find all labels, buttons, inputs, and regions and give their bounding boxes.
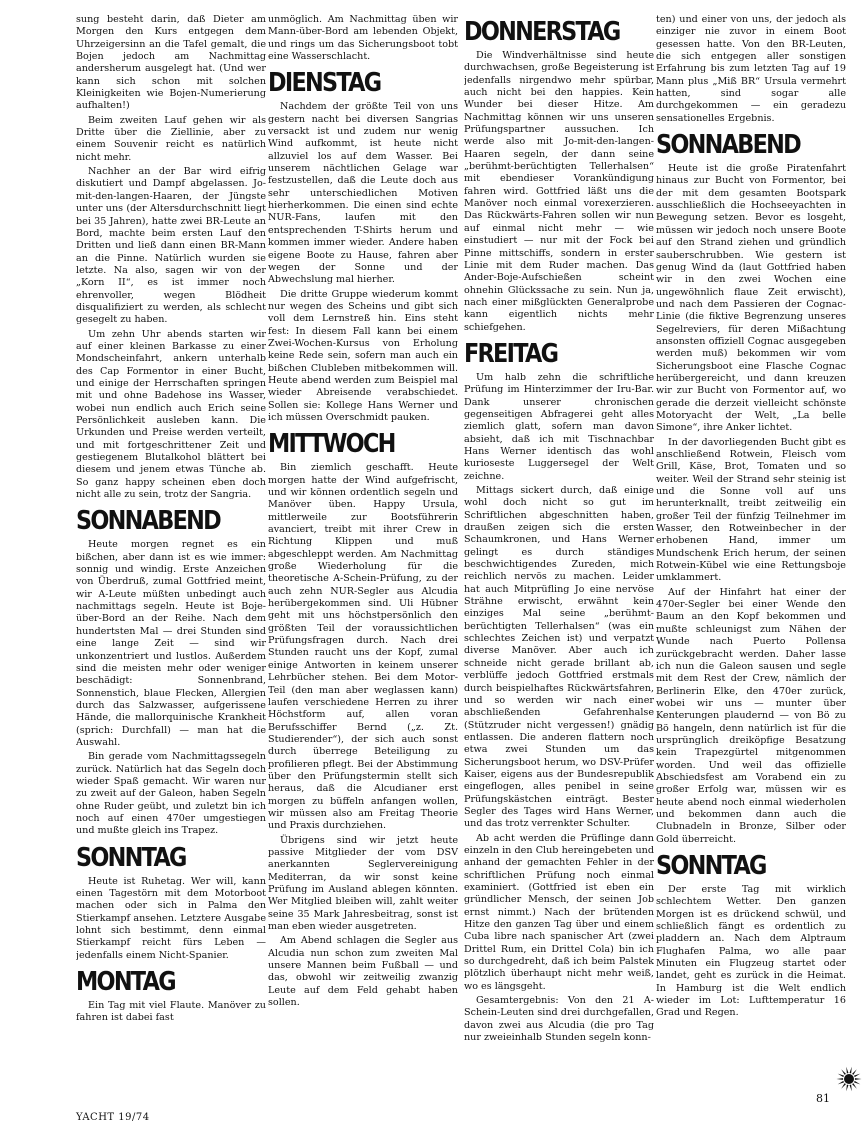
- body-paragraph: Der erste Tag mit wirklich schlechtem Wetter. Den ganzen Morgen ist es drückend schwül, und schließlich fängt es ordentlich zu pladdern an. Nach dem Alptraum Flughafen Palma, wo alle paar Minuten ein Flugzeug startet oder landet, geht es zurück in die Heimat. In Hamburg ist die Welt endlich wieder im Lot: Lufttemperatur 16 Grad und Regen.: [656, 884, 846, 1019]
- day-heading: SONNTAG: [76, 842, 186, 873]
- body-paragraph: Beim zweiten Lauf gehen wir als Dritte über die Ziellinie, aber zu einem Souvenir reicht es natürlich nicht mehr.: [76, 114, 266, 163]
- page-number: 81: [816, 1092, 830, 1105]
- body-paragraph: Am Abend schlagen die Segler aus Alcudia nun schon zum zweiten Mal unsere Mannen beim Fußball — und das, obwohl wir zeitweilig zwanzig Leute auf dem Feld gehabt haben sollen.: [268, 935, 458, 1009]
- day-heading: DIENSTAG: [268, 68, 381, 99]
- logo-ray: [850, 1067, 852, 1074]
- logo-ray: [846, 1085, 848, 1092]
- day-heading: SONNABEND: [76, 506, 220, 537]
- body-paragraph: Nachdem der größte Teil von uns gestern nacht bei diversen Sangrias versackt ist und zudem nur wenig Wind aufkommt, ist heute nicht allzuviel los auf dem Wasser. Bei unserem nächtlichen Gelage war festzustellen, daß die Leute doch aus sehr unterschiedlichen Motiven hierherkommen. Die einen sind echte NUR-Fans, laufen mit den entsprechenden T-Shirts herum und kommen immer wieder. Andere haben eigene Boote zu Hause, fahren aber wegen der Sonne und der Abwechslung mal hierher.: [268, 101, 458, 286]
- body-paragraph: In der davorliegenden Bucht gibt es anschließend Rotwein, Fleisch vom Grill, Käse, Brot, Tomaten und so weiter. Weil der Strand sehr steinig ist und die Sonne voll auf uns herunterknallt, treibt zeitweilig ein großer Teil der fünfzig Teilnehmer im Wasser, den Rotweinbecher in der erhobenen Hand, immer um Mundschenk Erich herum, der seinen Rotwein-Kübel wie eine Rettungsboje umklammert.: [656, 436, 846, 584]
- body-paragraph: Bin gerade vom Nachmittagssegeln zurück. Natürlich hat das Segeln doch wieder Spaß gemacht. Wir waren nur zu zweit auf der Galeon, haben Segeln ohne Ruder geübt, und zuletzt bin ich noch auf einen 470er umgestiegen und mußte gleich ins Trapez.: [76, 751, 266, 837]
- logo-ray: [838, 1081, 844, 1085]
- body-paragraph: Übrigens sind wir jetzt heute passive Mitglieder der vom DSV anerkannten Seglervereinigung Mediterran, da wir sonst keine Prüfung im Ausland ablegen könnten. Wer Mitglied bleiben will, zahlt weiter seine 35 Mark Jahresbeitrag, sonst ist man eben wieder ausgetreten.: [268, 834, 458, 933]
- text-column-4: [656, 14, 846, 1086]
- logo-ray: [846, 1067, 848, 1074]
- logo-ray: [850, 1085, 852, 1092]
- body-paragraph: ten) und einer von uns, der jedoch als einziger nie zuvor in einem Boot gesessen hatte. Von den BR-Leuten, die sich entgegen aller sonstigen Erfahrung bis zum letzten Tag auf 19 Mann plus „Miß BR“ Ursula vermehrt hatten, sind sogar alle durchgekommen — ein geradezu sensationelles Ergebnis.: [656, 14, 846, 124]
- logo-ray: [854, 1081, 860, 1085]
- day-heading: MITTWOCH: [268, 429, 395, 460]
- body-paragraph: Um halb zehn die schriftliche Prüfung im Hinterzimmer der Iru-Bar. Dank unserer chronischen gegenseitigen Abfragerei geht alles ziemlich glatt, sofern man davon absieht, daß ich mit Tischnachbar Hans Werner identisch das wohl kurioseste Luggersegel der Welt zeichne.: [464, 371, 654, 482]
- body-paragraph: Die Windverhältnisse sind heute durchwachsen, große Begeisterung ist jedenfalls nirgendwo mehr spürbar, auch nicht bei den happies. Kein Wunder bei dieser Hitze. Am Nachmittag können wir uns unseren Prüfungspartner aussuchen. Ich werde also mit Jo-mit-den-langen-Haaren segeln, der dann seine „berühmt-berüchtigten Tellerhalsen“ mit ebendieser Vorankündigung fahren wird. Gottfried läßt uns die Manöver noch einmal vorexerzieren. Das Rückwärts-Fahren sollen wir nun auf einmal nicht mehr — wie einstudiert — nur mit der Fock bei Pinne mittschiffs, sondern in erster Linie mit dem Ruder machen. Das Ander-Boje-Aufschießen scheint ohnehin Glückssache zu sein. Nun ja, nach einer mißglückten Generalprobe kann eigentlich nichts mehr schiefgehen.: [464, 50, 654, 333]
- day-heading: SONNABEND: [656, 130, 800, 161]
- body-paragraph: Heute ist die große Piratenfahrt hinaus zur Bucht von Formentor, bei der mit dem gesamten Bootspark ausschließlich die Hochseeyachten in Bewegung setzen. Bevor es losgeht, müssen wir jedoch noch unsere Boote auf den Strand ziehen und gründlich sauberschrubben. Wie gestern ist genug Wind da (laut Gottfried haben wir in den zwei Wochen eine ungewöhnlich flaue Zeit erwischt), und nach dem Passieren der Cognac-Linie (die fiktive Begrenzung unseres Segelreviers, für deren Mißachtung ansonsten offiziell Cognac ausgegeben werden muß) bekommen wir vom Sicherungsboot eine Flasche Cognac herübergereicht, und dann kreuzen wir zur Bucht von Formentor auf, wo gerade die derzeit vielleicht schönste Motoryacht der Welt, „La belle Simone“, ihre Anker lichtet.: [656, 163, 846, 434]
- body-paragraph: Bin ziemlich geschafft. Heute morgen hatte der Wind aufgefrischt, und wir können ordentlich segeln und Manöver üben. Happy Ursula, mittlerweile zur Bootsführerin avanciert, treibt mit ihrer Crew in Richtung Klippen und muß abgeschleppt werden. Am Nachmittag große Wiederholung für die theoretische A-Schein-Prüfung, zu der auch zehn NUR-Segler aus Alcudia herübergekommen sind. Uli Hübner geht mit uns höchstpersönlich den größten Teil der voraussichtlichen Prüfungsfragen durch. Nach drei Stunden raucht uns der Kopf, zumal einige Antworten in keinem unserer Lehrbücher stehen. Bei dem Motor-Teil (den man aber weglassen kann) laufen verschiedene Herren zu ihrer Höchstform auf, allen voran Berufsschiffer Bernd („z. Zt. Studierender“), der sich auch sonst durch überrege Beteiligung zu profilieren pflegt. Bei der Abstimmung über den Prüfungstermin stellt sich heraus, daß die Alcudianer erst morgen zu büffeln anfangen wollen, wir müssen also am Freitag Theorie und Praxis durchziehen.: [268, 462, 458, 832]
- body-paragraph: Die dritte Gruppe wiederum kommt nur wegen des Scheins und gibt sich voll dem Lernstreß hin. Eins steht fest: In diesem Fall kann bei einem Zwei-Wochen-Kursus von Erholung keine Rede sein, sofern man auch ein bißchen Clubleben mitbekommen will. Heute abend werden zum Beispiel mal wieder Abreisende verabschiedet. Sollen sie: Kollege Hans Werner und ich müssen Overschmidt pauken.: [268, 288, 458, 423]
- text-column-3: [464, 14, 654, 1086]
- body-paragraph: Gesamtergebnis: Von den 21 A-Schein-Leuten sind drei durchgefallen, davon zwei aus Alcudia (die pro Tag nur zweieinhalb Stunden segeln konn-: [464, 995, 654, 1044]
- logo-ray: [841, 1069, 846, 1075]
- body-paragraph: unmöglich. Am Nachmittag üben wir Mann-über-Bord am lebenden Objekt, und rings um das Sicherungsboot tobt eine Wasserschlacht.: [268, 14, 458, 63]
- logo-ray: [855, 1078, 862, 1080]
- logo-ray: [841, 1083, 846, 1089]
- body-paragraph: Um zehn Uhr abends starten wir auf einer kleinen Barkasse zu einer Mondscheinfahrt, ankern unterhalb des Cap Formentor in einer Bucht, und einige der Herrschaften springen mit und ohne Badehose ins Wasser, wobei nun endlich auch Erich seine Persönlichkeit ausleben kann. Die Urkunden und Preise werden verteilt, und mit fortgeschrittener Zeit und gestiegenem Blutalkohol blättert bei diesem und jenem etwas Tünche ab. So ganz happy scheinen eben doch nicht alle zu sein, trotz der Sangria.: [76, 328, 266, 501]
- logo-ray: [854, 1074, 860, 1078]
- sun-burst-logo-icon: [836, 1066, 862, 1092]
- day-heading: SONNTAG: [656, 851, 766, 881]
- body-paragraph: Mittags sickert durch, daß einige wohl doch nicht so gut im Schriftlichen abgeschnitten haben, draußen zeigen sich die ersten Schaumkronen, und Hans Werner gelingt es durch ständiges beschwichtigendes Zureden, mich reichlich nervös zu machen. Leider hat auch Mitprüfling Jo eine nervöse Strähne erwischt, erwähnt kein einziges Mal seine „berühmt-berüchtigten Tellerhalsen“ (was ein schlechtes Zeichen ist) und verpatzt diverse Manöver. Aber auch ich schneide nicht gerade brillant ab, verblüffe jedoch Gottfried erstmals durch beispielhaftes Rückwärtsfahren, und so werden wir nach einer abschließenden Gefahrenhalse (Stützruder nicht vergessen!) gnädig entlassen. Die anderen flattern noch etwa zwei Stunden um das Sicherungsboot herum, wo DSV-Prüfer Kaiser, eigens aus der Bundesrepublik eingeflogen, alles penibel in seine Prüfungskästchen einträgt. Bester Segler des Tages wird Hans Werner, und das trotz verrenkter Schulter.: [464, 485, 654, 830]
- text-column-2: [268, 14, 458, 1086]
- body-paragraph: Ein Tag mit viel Flaute. Manöver zu fahren ist dabei fast: [76, 1000, 266, 1024]
- day-heading: FREITAG: [464, 338, 558, 369]
- body-paragraph: Nachher an der Bar wird eifrig diskutiert und Dampf abgelassen. Jo-mit-den-langen-Haaren, der Jüngste unter uns (der Altersdurchschnitt liegt bei 35 Jahren), hatte zwei BR-Leute an Bord, machte beim ersten Lauf den Dritten und ließ dann einen BR-Mann an die Pinne. Natürlich wurden sie letzte. Na also, sagen wir von der „Korn II“, es ist immer noch ehrenvoller, wegen Blödheit disqualifiziert zu werden, als schlecht gesegelt zu haben.: [76, 166, 266, 326]
- logo-ray: [852, 1069, 857, 1075]
- body-paragraph: Ab acht werden die Prüflinge dann einzeln in den Club hereingebeten und anhand der gemachten Fehler in der schriftlichen Prüfung noch einmal examiniert. (Gottfried ist eben ein gründlicher Mensch, der seinen Job ernst nimmt.) Nach der brütenden Hitze den ganzen Tag über und einem Cuba libre nach spanischer Art (zwei Drittel Rum, ein Drittel Cola) bin ich so durchgedreht, daß ich beim Palstek plötzlich überhaupt nicht mehr weiß, wo es längsgeht.: [464, 832, 654, 992]
- day-heading: MONTAG: [76, 967, 175, 998]
- magazine-issue-label: YACHT 19/74: [76, 1112, 150, 1123]
- logo-ray: [838, 1074, 844, 1078]
- logo-ray: [852, 1083, 857, 1089]
- logo-ray: [837, 1078, 844, 1080]
- body-paragraph: sung besteht darin, daß Dieter am Morgen den Kurs entgegen dem Uhrzeigersinn an die Tafel gemalt, die Bojen jedoch am Nachmittag andersherum ausgelegt hat. (Und wer kann sich schon mit solchen Kleinigkeiten wie Bojen-Numerierung aufhalten!): [76, 14, 266, 112]
- text-column-1: [76, 14, 266, 1086]
- body-paragraph: Heute morgen regnet es ein bißchen, aber dann ist es wie immer: sonnig und windig. Erste Anzeichen von Überdruß, zumal Gottfried meint, wir A-Leute müßten unbedingt auch nachmittags segeln. Heute ist Boje-über-Bord an der Reihe. Nach dem hundertsten Mal — drei Stunden sind eine lange Zeit — sind wir unkonzentriert und lustlos. Außerdem sind die meisten mehr oder weniger beschädigt: Sonnenbrand, Sonnenstich, blaue Flecken, Allergien durch das Salzwasser, aufgerissene Hände, die mallorquinische Krankheit (sprich: Durchfall) — man hat die Auswahl.: [76, 539, 266, 748]
- body-paragraph: Auf der Hinfahrt hat einer der 470er-Segler bei einer Wende den Baum an den Kopf bekommen und mußte schleunigst zum Nähen der Wunde nach Puerto Pollensa zurückgebracht werden. Daher lasse ich nun die Galeon sausen und segle mit dem Rest der Crew, nämlich der Berlinerin Elke, den 470er zurück, wobei wir uns — munter über Kenterungen plaudernd — von Bö zu Bö hangeln, denn natürlich ist für die ursprünglich dreiköpfige Besatzung kein Trapezgürtel mitgenommen worden. Und weil das offizielle Abschiedsfest am Vorabend ein zu großer Erfolg war, müssen wir es heute abend noch einmal wiederholen und bekommen dann auch die Clubnadeln in Bronze, Silber oder Gold überreicht.: [656, 586, 846, 845]
- body-paragraph: Heute ist Ruhetag. Wer will, kann einen Tagestörn mit dem Motorboot machen oder sich in Palma den Stierkampf ansehen. Letztere Ausgabe lohnt sich bestimmt, denn einmal Stierkampf reicht fürs Leben — jedenfalls einem Nicht-Spanier.: [76, 875, 266, 961]
- day-heading: DONNERSTAG: [464, 17, 620, 47]
